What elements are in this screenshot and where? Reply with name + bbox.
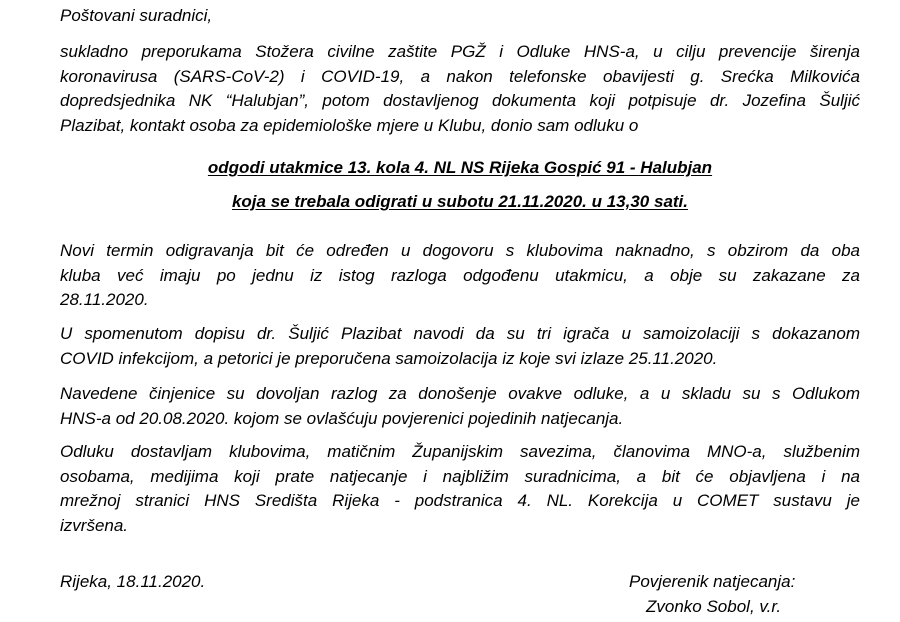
paragraph-line: COVID infekcijom, a petorici je preporučena samoizolacija iz koje svi izlaze 25.11.2020. xyxy=(60,348,718,368)
paragraph-line: 28.11.2020. xyxy=(60,290,149,310)
decision-heading-line-2: koja se trebala odigrati u subotu 21.11.2020. u 13,30 sati. xyxy=(231,192,689,211)
signature-name: Zvonko Sobol, v.r. xyxy=(646,596,782,616)
paragraph-line: HNS-a od 20.08.2020. kojom se ovlašćuju povjerenici pojedinih natjecanja. xyxy=(60,408,624,428)
paragraph-line: Odluku dostavljam klubovima, matičnim Županijskim savezima, članovima MNO-a, službenim xyxy=(60,442,860,461)
intro-paragraph xyxy=(60,40,860,138)
paragraph-line: mrežnoj stranici HNS Središta Rijeka - podstranica 4. NL. Korekcija u COMET sustavu je xyxy=(60,491,860,511)
greeting: Poštovani suradnici, xyxy=(60,6,213,25)
paragraph-line: Novi termin odigravanja bit će određen u dogovoru s klubovima naknadno, s obzirom da oba xyxy=(60,241,860,260)
intro-line: Plazibat, kontakt osoba za epidemiološke mjere u Klubu, donio sam odluku o xyxy=(60,115,639,135)
place-and-date: Rijeka, 18.11.2020. xyxy=(60,572,206,591)
intro-line: koronavirusa (SARS-CoV-2) i COVID-19, a nakon telefonske obavijesti g. Srećka Milkovića xyxy=(60,66,860,86)
justification-paragraph xyxy=(60,382,860,431)
paragraph-line: kluba već imaju po jednu iz istog razloga odgođenu utakmicu, a obje su zakazane za xyxy=(60,265,860,285)
intro-line: dopredsjednika NK “Halubjan”, potom dostavljenog dokumenta koji potpisuje dr. Jozefina Šuljić xyxy=(60,91,860,111)
distribution-paragraph xyxy=(60,440,860,538)
medical-report-paragraph xyxy=(60,322,860,371)
paragraph-line: izvršena. xyxy=(60,515,129,535)
decision-heading-line-1: odgodi utakmice 13. kola 4. NL NS Rijeka Gospić 91 - Halubjan xyxy=(207,158,713,177)
paragraph-line: Navedene činjenice su dovoljan razlog za donošenje ovakve odluke, a u skladu su s Odlukom xyxy=(60,384,860,403)
signature-block xyxy=(629,570,829,619)
paragraph-line: osobama, medijima koji prate natjecanje i najbližim suradnicima, a bit će objavljena i na xyxy=(60,466,860,486)
paragraph-line: U spomenutom dopisu dr. Šuljić Plazibat navodi da su tri igrača u samoizolaciji s dokazanom xyxy=(60,324,860,343)
signature-title: Povjerenik natjecanja: xyxy=(629,572,796,591)
new-schedule-paragraph xyxy=(60,239,860,313)
intro-line: sukladno preporukama Stožera civilne zaštite PGŽ i Odluke HNS-a, u cilju prevencije širenja xyxy=(60,42,860,61)
